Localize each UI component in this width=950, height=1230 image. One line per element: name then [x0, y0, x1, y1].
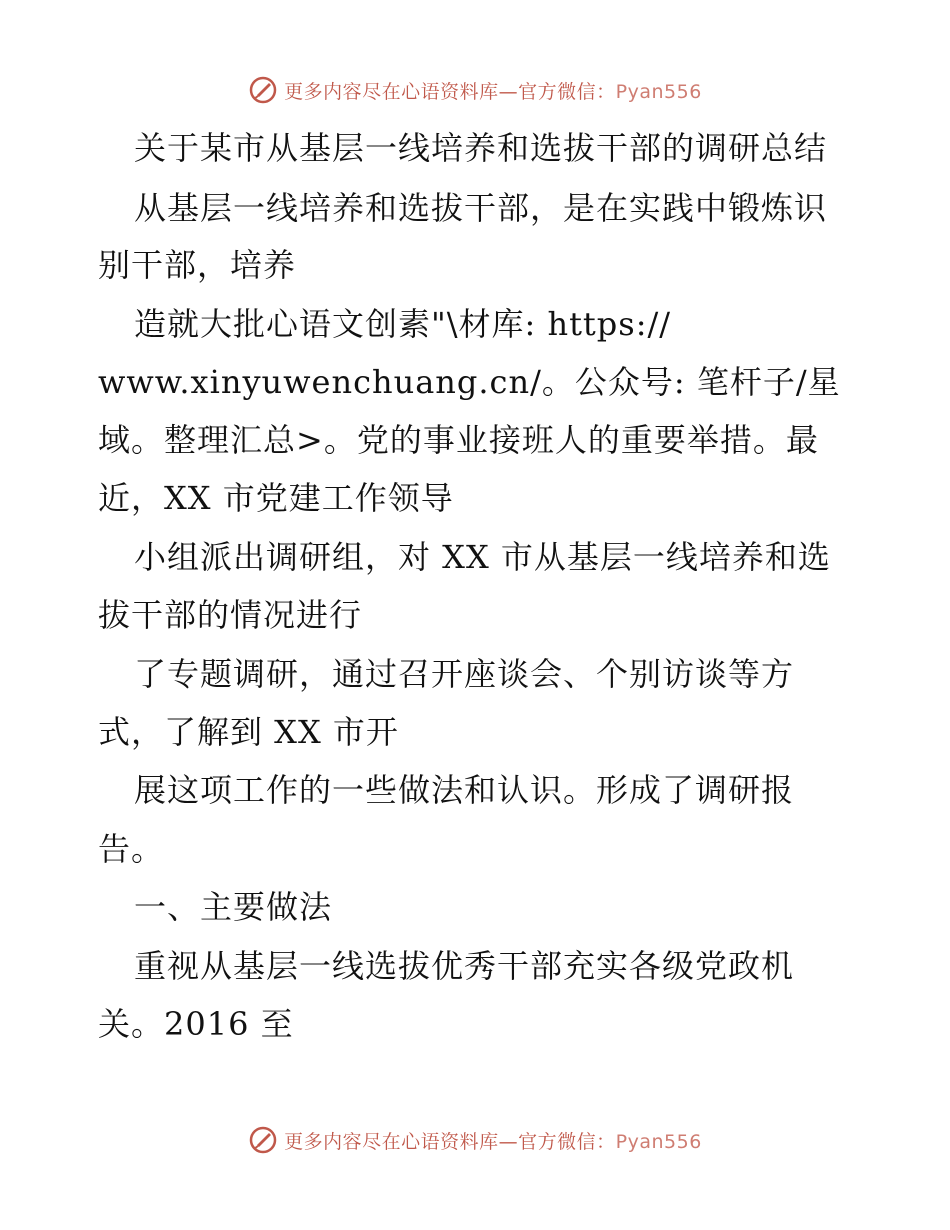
paragraph-line: 关。2016 至	[98, 1005, 294, 1043]
paragraph-line: 重视从基层一线选拔优秀干部充实各级党政机	[134, 947, 795, 985]
paragraph-line: 拔干部的情况进行	[98, 596, 363, 634]
footer-wechat-id: Pyan556	[615, 1130, 702, 1153]
section-heading: 一、主要做法	[134, 888, 333, 926]
header-wechat-id: Pyan556	[615, 80, 702, 103]
footer-banner-text: 更多内容尽在心语资料库—官方微信：Pyan556	[284, 1130, 702, 1153]
paragraph-line: 域。整理汇总>。党的事业接班人的重要举措。最	[98, 421, 819, 459]
paragraph-line: 别干部，培养	[98, 246, 297, 284]
paragraph-line: 造就大批心语文创素"\材库: https://	[134, 305, 672, 343]
paragraph-line: 近，XX 市党建工作领导	[98, 479, 454, 517]
paragraph-line: 告。	[98, 830, 165, 868]
paragraph-line: 小组派出调研组，对 XX 市从基层一线培养和选	[134, 538, 831, 576]
paragraph-line: 从基层一线培养和选拔干部，是在实践中锻炼识	[134, 189, 828, 227]
footer-watermark-banner	[0, 1122, 950, 1158]
paragraph-line: www.xinyuwenchuang.cn/。公众号: 笔杆子/星	[98, 363, 841, 401]
brand-logo-icon	[248, 1125, 278, 1155]
paragraph-line: 式，了解到 XX 市开	[98, 713, 399, 751]
document-title: 关于某市从基层一线培养和选拔干部的调研总结	[134, 129, 828, 167]
header-banner-text: 更多内容尽在心语资料库—官方微信：Pyan556	[284, 80, 702, 103]
paragraph-line: 了专题调研，通过召开座谈会、个别访谈等方	[134, 655, 795, 693]
paragraph-line: 展这项工作的一些做法和认识。形成了调研报	[134, 771, 795, 809]
